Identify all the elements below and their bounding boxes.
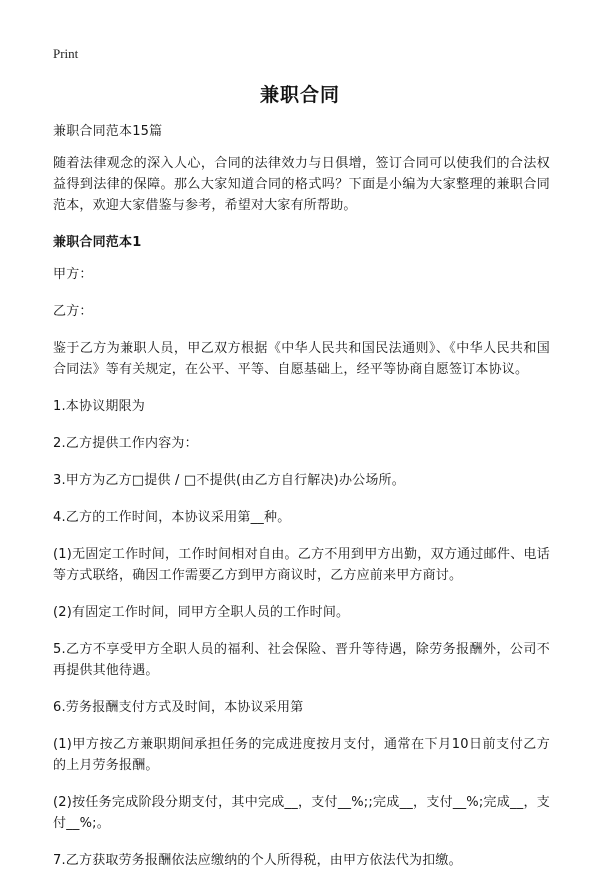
document-body: [53, 121, 550, 871]
party-a-label: 甲方：: [53, 267, 93, 282]
clause-7: 7.乙方获取劳务报酬依法应缴纳的个人所得税，由甲方依法代为扣缴。: [53, 853, 462, 868]
print-link[interactable]: Print: [53, 46, 79, 61]
subtitle: 兼职合同范本15篇: [53, 124, 163, 139]
clause-1: 1.本协议期限为: [53, 399, 146, 414]
preamble-paragraph: 鉴于乙方为兼职人员，甲乙双方根据《中华人民共和国民法通则》、《中华人民共和国合同法》等有关规定，在公平、平等、自愿基础上，经平等协商自愿签订本协议。: [53, 341, 550, 377]
clause-5: 5.乙方不享受甲方全职人员的福利、社会保险、晋升等待遇，除劳务报酬外，公司不再提供其他待遇。: [53, 642, 550, 678]
intro-paragraph: 随着法律观念的深入人心，合同的法律效力与日俱增，签订合同可以使我们的合法权益得到法律的保障。那么大家知道合同的格式吗？下面是小编为大家整理的兼职合同范本，欢迎大家借鉴与参考，希望对大家有所帮助。: [53, 156, 550, 213]
clause-6: 6.劳务报酬支付方式及时间，本协议采用第: [53, 700, 304, 715]
clause-6-option-1: (1)甲方按乙方兼职期间承担任务的完成进度按月支付，通常在下月10日前支付乙方的上月劳务报酬。: [53, 737, 550, 773]
clause-4: 4.乙方的工作时间，本协议采用第__种。: [53, 510, 291, 525]
section-heading: 兼职合同范本1: [53, 235, 142, 250]
party-b-label: 乙方：: [53, 304, 93, 319]
clause-4-option-1: (1)无固定工作时间，工作时间相对自由。乙方不用到甲方出勤，双方通过邮件、电话等方式联络，确因工作需要乙方到甲方商议时，乙方应前来甲方商讨。: [53, 547, 550, 583]
clause-3: 3.甲方为乙方□提供 / □不提供(由乙方自行解决)办公场所。: [53, 473, 405, 488]
clause-4-option-2: (2)有固定工作时间，同甲方全职人员的工作时间。: [53, 605, 350, 620]
clause-2: 2.乙方提供工作内容为：: [53, 436, 198, 451]
page-title: 兼职合同: [259, 84, 340, 106]
clause-6-option-2: (2)按任务完成阶段分期支付，其中完成__，支付__%;;完成__，支付__%;完成__，支付__%;。: [53, 795, 550, 831]
